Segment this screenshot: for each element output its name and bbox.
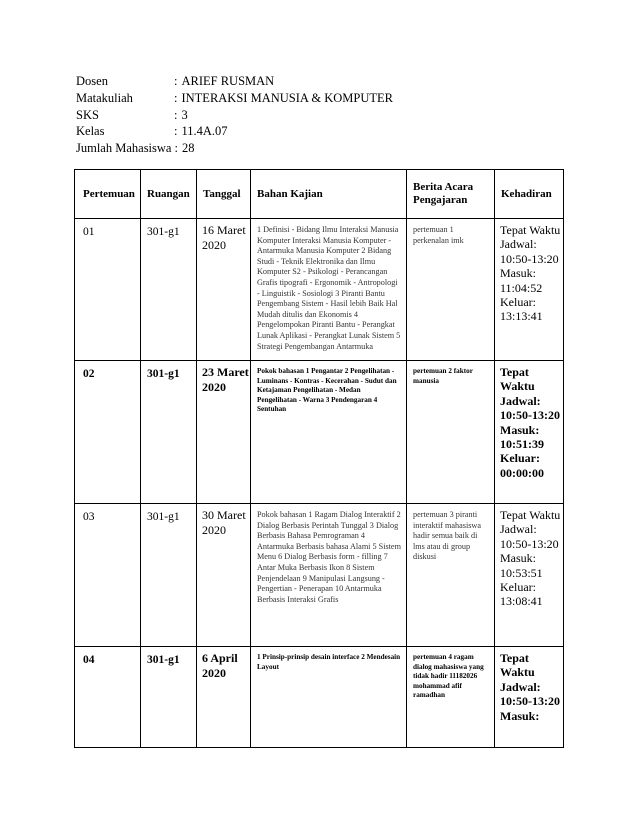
info-label: Matakuliah [76, 90, 133, 105]
info-row-matakuliah [76, 90, 393, 107]
info-label: Dosen [76, 74, 108, 88]
cell-bahan-kajian: 1 Definisi - Bidang Ilmu Interaksi Manusia Komputer Interaksi Manusia Komputer - Antarmuka Manusia Komputer 2 Bidang Studi - Teknik Elektronika dan Ilmu Komputer S2 - Psikologi - Perancangan Grafis tipografi - Ergonomik - Antropologi - Linguistik - Sosiologi 3 Piranti Bantu Pengembang Sistem - Hasil lebih Baik Hal Mudah ditulis dan Ekonomis 4 Pengelompokan Piranti Bantu - Perangkat Lunak Aplikasi - Perangkat Lunak Sistem 5 Strategi Pengembangan Antarmuka [251, 219, 407, 361]
info-value-matakuliah: INTERAKSI MANUSIA & KOMPUTER [181, 90, 393, 105]
cell-kehadiran [495, 361, 564, 504]
cell-pertemuan: 02 [75, 361, 141, 504]
header-bahan-kajian: Bahan Kajian [251, 170, 407, 219]
cell-berita-acara: pertemuan 3 piranti interaktif mahasiswa hadir semua baik di lms atau di group diskusi [407, 504, 495, 647]
info-value-jumlah: 28 [181, 141, 195, 156]
info-label: Jumlah Mahasiswa [76, 141, 172, 156]
kehadiran-status: Tepat Waktu [500, 223, 561, 237]
info-row-jumlah [76, 140, 393, 157]
cell-pertemuan: 03 [75, 504, 141, 647]
info-separator: : [174, 90, 178, 105]
info-row-kelas [76, 123, 393, 140]
header-tanggal: Tanggal [197, 170, 251, 219]
kehadiran-jadwal: Jadwal: 10:50-13:20 [500, 237, 559, 266]
cell-pertemuan: 01 [75, 219, 141, 361]
info-row-dosen [76, 73, 393, 90]
cell-tanggal: 16 Maret 2020 [197, 219, 251, 361]
kehadiran-masuk: Masuk: 11:04:52 [500, 266, 543, 295]
info-value-sks: 3 [181, 107, 188, 122]
cell-tanggal: 30 Maret 2020 [197, 504, 251, 647]
cell-berita-acara: pertemuan 2 faktor manusia [407, 361, 495, 504]
kehadiran-keluar: Keluar: 00:00:00 [500, 451, 544, 480]
cell-kehadiran [495, 219, 564, 361]
cell-kehadiran [495, 647, 564, 748]
kehadiran-keluar: Keluar: 13:13:41 [500, 295, 543, 324]
info-separator: : [174, 107, 178, 122]
kehadiran-status: Tepat Waktu [500, 365, 535, 394]
cell-pertemuan: 04 [75, 647, 141, 748]
cell-bahan-kajian: Pokok bahasan 1 Pengantar 2 Pengelihatan - Luminans - Kontras - Kecerahan - Sudut dan Ketajaman Pengelihatan - Medan Pengelihatan - Warna 3 Pendengaran 4 Sentuhan [251, 361, 407, 504]
cell-bahan-kajian: 1 Prinsip-prinsip desain interface 2 Mendesain Layout [251, 647, 407, 748]
kehadiran-jadwal: Jadwal: 10:50-13:20 [500, 393, 560, 423]
table-row [75, 361, 564, 504]
header-berita-acara: Berita Acara Pengajaran [407, 170, 495, 219]
kehadiran-jadwal: Jadwal: 10:50-13:20 [500, 522, 559, 551]
header-kehadiran: Kehadiran [495, 170, 564, 219]
header-pertemuan: Pertemuan [75, 170, 141, 219]
info-value-dosen: ARIEF RUSMAN [181, 74, 275, 88]
cell-tanggal: 23 Maret 2020 [197, 361, 251, 504]
kehadiran-masuk: Masuk: [500, 708, 540, 723]
table-header-row [75, 170, 564, 219]
cell-berita-acara: pertemuan 1 perkenalan imk [407, 219, 495, 361]
cell-bahan-kajian: Pokok bahasan 1 Ragam Dialog Interaktif 2 Dialog Berbasis Perintah Tunggal 3 Dialog Berbasis Bahasa Pemrograman 4 Antarmuka Berbasis bahasa Alami 5 Sistem Menu 6 Dialog Berbasis form - filling 7 Antar Muka Berbasis Ikon 8 Sistem Penjendelaan 9 Manipulasi Langsung - Pengertian - Penerapan 10 Antarmuka Berbasis Interaksi Grafis [251, 504, 407, 647]
info-separator: : [174, 74, 178, 88]
attendance-table [74, 169, 564, 748]
cell-ruangan: 301-g1 [141, 219, 197, 361]
info-value-kelas: 11.4A.07 [181, 124, 228, 139]
info-row-sks [76, 107, 393, 124]
kehadiran-status: Tepat Waktu [500, 508, 561, 522]
cell-ruangan: 301-g1 [141, 361, 197, 504]
course-info [76, 73, 393, 157]
cell-ruangan: 301-g1 [141, 647, 197, 748]
cell-ruangan: 301-g1 [141, 504, 197, 647]
kehadiran-jadwal: Jadwal: 10:50-13:20 [500, 679, 560, 709]
table-row [75, 504, 564, 647]
info-separator: : [174, 141, 178, 156]
cell-berita-acara: pertemuan 4 ragam dialog mahasiswa yang tidak hadir 11182026 mohammad afif ramadhan [407, 647, 495, 748]
info-label: Kelas [76, 124, 105, 139]
table-row [75, 219, 564, 361]
kehadiran-masuk: Masuk: 10:53:51 [500, 551, 543, 580]
cell-tanggal: 6 April 2020 [197, 647, 251, 748]
cell-kehadiran [495, 504, 564, 647]
kehadiran-masuk: Masuk: 10:51:39 [500, 422, 544, 452]
info-separator: : [174, 124, 178, 139]
kehadiran-status: Tepat Waktu [500, 651, 535, 680]
header-ruangan: Ruangan [141, 170, 197, 219]
table-row [75, 647, 564, 748]
info-label: SKS [76, 107, 99, 122]
kehadiran-keluar: Keluar: 13:08:41 [500, 580, 543, 609]
